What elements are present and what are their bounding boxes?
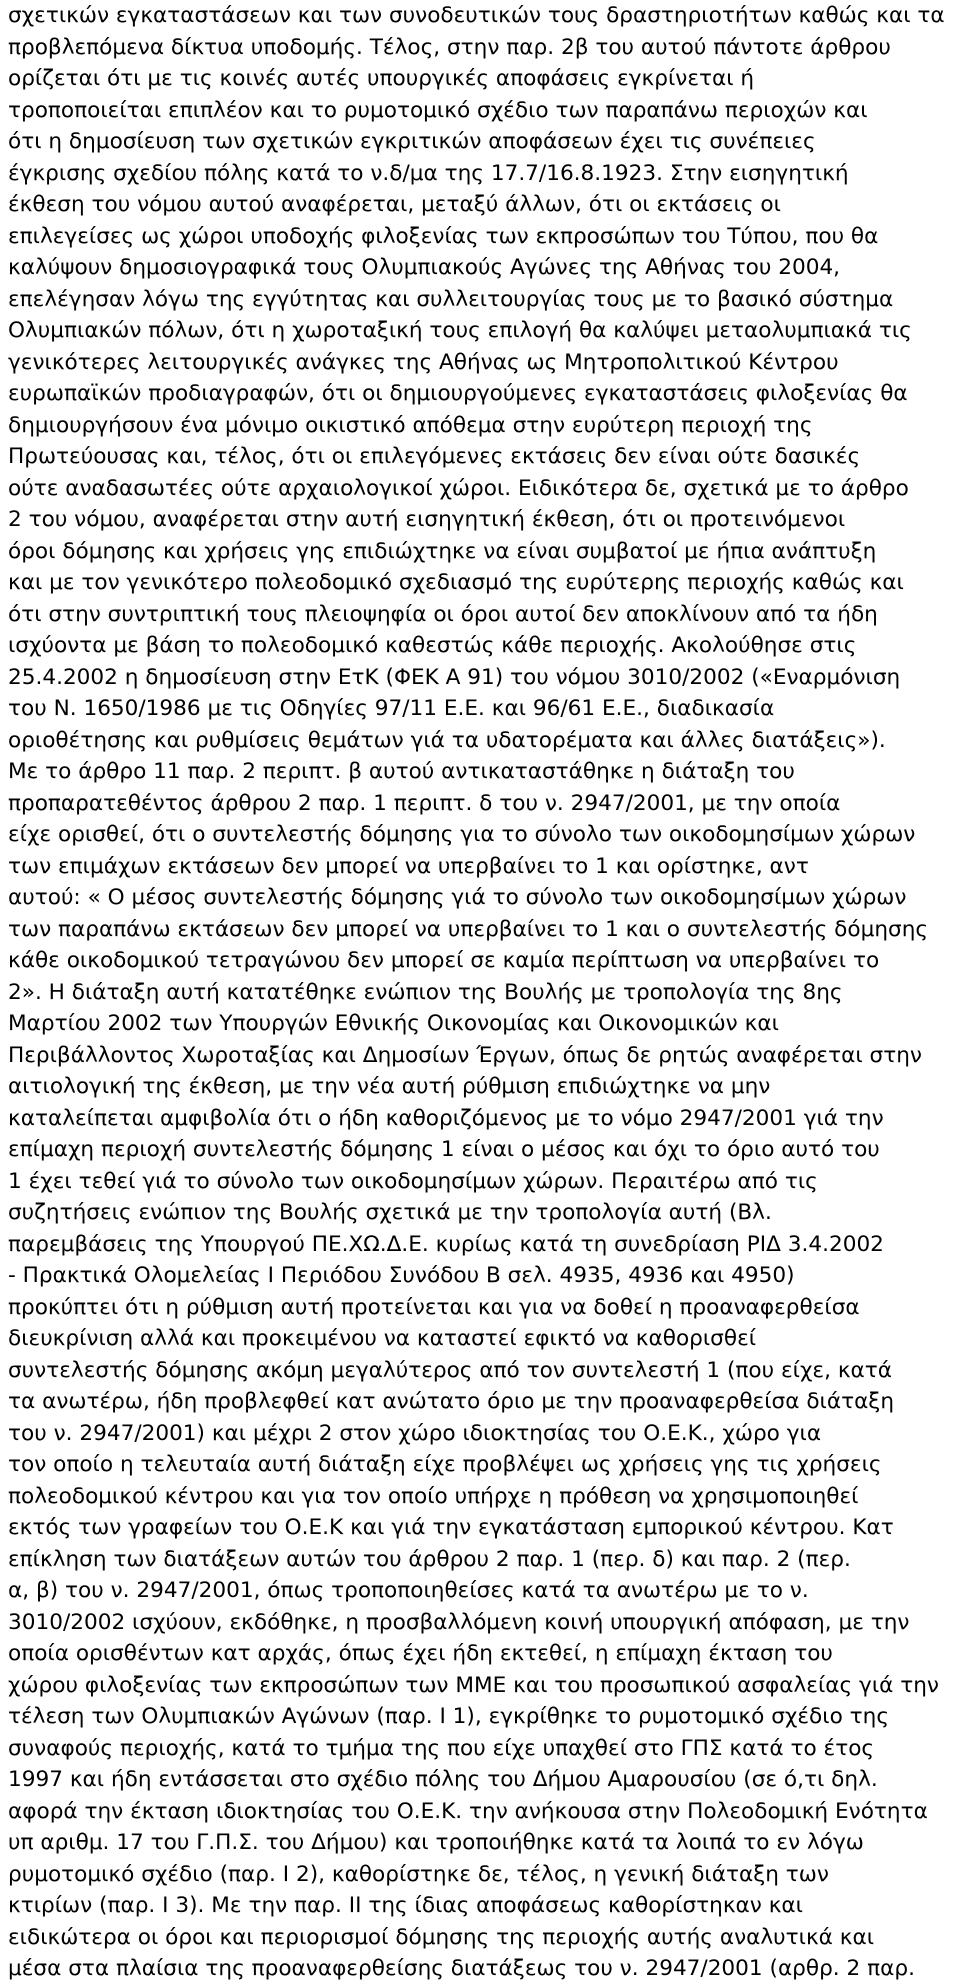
text-line: ισχύοντα με βάση το πολεοδομικό καθεστώς κάθε περιοχής. Ακολούθησε στις	[8, 633, 857, 658]
text-line: πολεοδομικού κέντρου και για τον οποίο υπήρχε η πρόθεση να χρησιμοποιηθεί	[8, 1483, 859, 1509]
text-line: ορίζεται ότι με τις κοινές αυτές υπουργικές αποφάσεις εγκρίνεται ή	[8, 66, 755, 91]
text-line: έγκρισης σχεδίου πόλης κατά το ν.δ/μα της 17.7/16.8.1923. Στην εισηγητική	[8, 160, 849, 186]
text-line: τα ανωτέρω, ήδη προβλεφθεί κατ ανώτατο όριο με την προαναφερθείσα διάταξη	[8, 1389, 895, 1414]
text-line: του ν. 2947/2001) και μέχρι 2 στον χώρο ιδιοκτησίας του Ο.Ε.Κ., χώρο για	[8, 1420, 822, 1446]
text-line: επίμαχη περιοχή συντελεστής δόμησης 1 είναι ο μέσος και όχι το όριο αυτό του	[8, 1137, 880, 1162]
text-line: Ολυμπιακών πόλων, ότι η χωροταξική τους επιλογή θα καλύψει μεταολυμπιακά τις	[8, 318, 912, 343]
text-line: ειδικώτερα οι όροι και περιορισμοί δόμησης της περιοχής αυτής αναλυτικά και	[8, 1924, 875, 1950]
text-line: ότι στην συντριπτική τους πλειοψηφία οι όροι αυτοί δεν αποκλίνουν από τα ήδη	[8, 601, 878, 627]
text-line: ρυμοτομικό σχέδιο (παρ. Ι 2), καθορίστηκε δε, τέλος, η γενική διάταξη των	[8, 1861, 829, 1887]
text-line: όροι δόμησης και χρήσεις γης επιδιώχτηκε να είναι συμβατοί με ήπια ανάπτυξη	[8, 538, 877, 564]
text-line: Με το άρθρο 11 παρ. 2 περιπτ. β αυτού αντικαταστάθηκε η διάταξη του	[8, 759, 795, 784]
text-line: επιλεγείσες ως χώροι υποδοχής φιλοξενίας των εκπροσώπων του Τύπου, που θα	[8, 223, 879, 249]
text-line: συναφούς περιοχής, κατά το τμήμα της που είχε υπαχθεί στο ΓΠΣ κατά το έτος	[8, 1735, 875, 1761]
text-line: κάθε οικοδομικού τετραγώνου δεν μπορεί σε καμία περίπτωση να υπερβαίνει το	[8, 948, 880, 973]
text-line: προπαρατεθέντος άρθρου 2 παρ. 1 περιπτ. δ του ν. 2947/2001, με την οποία	[8, 790, 841, 816]
text-line: υπ αριθμ. 17 του Γ.Π.Σ. του Δήμου) και τροποιήθηκε κατά τα λοιπά το εν λόγω	[8, 1830, 864, 1855]
text-line: τον οποίο η τελευταία αυτή διάταξη είχε προβλέψει ως χρήσεις γης τις χρήσεις	[8, 1452, 882, 1477]
text-line: 25.4.2002 η δημοσίευση στην ΕτΚ (ΦΕΚ Α 91) του νόμου 3010/2002 («Εναρμόνιση	[8, 664, 901, 690]
text-line: συζητήσεις ενώπιον της Βουλής σχετικά με την τροπολογία αυτή (Βλ.	[8, 1200, 772, 1225]
text-line: των παραπάνω εκτάσεων δεν μπορεί να υπερβαίνει το 1 και ο συντελεστής δόμησης	[8, 916, 929, 942]
text-line: του Ν. 1650/1986 με τις Οδηγίες 97/11 Ε.Ε. και 96/61 Ε.Ε., διαδικασία	[8, 696, 775, 721]
text-line: Περιβάλλοντος Χωροταξίας και Δημοσίων Έργων, όπως δε ρητώς αναφέρεται στην	[8, 1042, 922, 1068]
text-line: γενικότερες λειτουργικές ανάγκες της Αθήνας ως Μητροπολιτικού Κέντρου	[8, 349, 839, 375]
text-line: προκύπτει ότι η ρύθμιση αυτή προτείνεται και για να δοθεί η προαναφερθείσα	[8, 1294, 860, 1320]
text-line: και με τον γενικότερο πολεοδομικό σχεδιασμό της ευρύτερης περιοχής καθώς και	[8, 570, 904, 595]
text-line: είχε ορισθεί, ότι ο συντελεστής δόμησης για το σύνολο των οικοδομησίμων χώρων	[8, 822, 916, 847]
text-line: συντελεστής δόμησης ακόμη μεγαλύτερος από τον συντελεστή 1 (που είχε, κατά	[8, 1357, 893, 1383]
text-line: 2 του νόμου, αναφέρεται στην αυτή εισηγητική έκθεση, ότι οι προτεινόμενοι	[8, 507, 846, 532]
text-line: δημιουργήσουν ένα μόνιμο οικιστικό απόθεμα στην ευρύτερη περιοχή της	[8, 412, 813, 438]
text-line: αφορά την έκταση ιδιοκτησίας του Ο.Ε.Κ. την ανήκουσα στην Πολεοδομική Ενότητα	[8, 1798, 928, 1824]
text-line: οποία ορισθέντων κατ αρχάς, όπως έχει ήδη εκτεθεί, η επίμαχη έκταση του	[8, 1641, 833, 1666]
text-line: - Πρακτικά Ολομελείας Ι Περιόδου Συνόδου Β σελ. 4935, 4936 και 4950)	[8, 1263, 795, 1288]
text-line: 1 έχει τεθεί γιά το σύνολο των οικοδομησίμων χώρων. Περαιτέρω από τις	[8, 1168, 818, 1194]
text-line: 2». Η διάταξη αυτή κατατέθηκε ενώπιον της Βουλής με τροπολογία της 8ης	[8, 979, 843, 1005]
text-line: εκτός των γραφείων του Ο.Ε.Κ και γιά την εγκατάσταση εμπορικού κέντρου. Κατ	[8, 1515, 894, 1540]
text-line: οριοθέτησης και ρυθμίσεις θεμάτων γιά τα υδατορέματα και άλλες διατάξεις»).	[8, 727, 886, 753]
text-line: κτιρίων (παρ. Ι 3). Με την παρ. ΙΙ της ίδιας αποφάσεως καθορίστηκαν και	[8, 1893, 803, 1918]
text-line: των επιμάχων εκτάσεων δεν μπορεί να υπερβαίνει το 1 και ορίστηκε, αντ	[8, 853, 809, 879]
text-line: έκθεση του νόμου αυτού αναφέρεται, μεταξύ άλλων, ότι οι εκτάσεις οι	[8, 192, 781, 217]
text-line: επίκληση των διατάξεων αυτών του άρθρου 2 παρ. 1 (περ. δ) και παρ. 2 (περ.	[8, 1546, 851, 1572]
text-line: καταλείπεται αμφιβολία ότι ο ήδη καθοριζόμενος με το νόμο 2947/2001 γιά την	[8, 1105, 884, 1131]
text-line: καλύψουν δημοσιογραφικά τους Ολυμπιακούς Αγώνες της Αθήνας του 2004,	[8, 255, 841, 280]
text-line: ούτε αναδασωτέες ούτε αρχαιολογικοί χώροι. Ειδικότερα δε, σχετικά με το άρθρο	[8, 475, 909, 501]
text-line: ότι η δημοσίευση των σχετικών εγκριτικών αποφάσεων έχει τις συνέπειες	[8, 129, 816, 154]
text-line: χώρου φιλοξενίας των εκπροσώπων των ΜΜΕ και του προσωπικού ασφαλείας γιά την	[8, 1672, 939, 1698]
text-line: Πρωτεύουσας και, τέλος, ότι οι επιλεγόμενες εκτάσεις δεν είναι ούτε δασικές	[8, 444, 861, 469]
text-line: παρεμβάσεις της Υπουργού ΠΕ.ΧΩ.Δ.Ε. κυρίως κατά τη συνεδρίαση ΡΙΔ 3.4.2002	[8, 1231, 884, 1257]
text-line: τέλεση των Ολυμπιακών Αγώνων (παρ. Ι 1), εγκρίθηκε το ρυμοτομικό σχέδιο της	[8, 1704, 889, 1729]
text-line: τροποποιείται επιπλέον και το ρυμοτομικό σχέδιο των παραπάνω περιοχών και	[8, 97, 868, 123]
text-line: Μαρτίου 2002 των Υπουργών Εθνικής Οικονομίας και Οικονομικών και	[8, 1011, 779, 1036]
text-line: διευκρίνιση αλλά και προκειμένου να καταστεί εφικτό να καθορισθεί	[8, 1326, 757, 1351]
text-line: μέσα στα πλαίσια της προαναφερθείσης διατάξεως του ν. 2947/2001 (αρθρ. 2 παρ.	[8, 1956, 915, 1981]
text-line: σχετικών εγκαταστάσεων και των συνοδευτικών τους δραστηριοτήτων καθώς και τα	[8, 3, 945, 28]
text-line: προβλεπόμενα δίκτυα υποδομής. Τέλος, στην παρ. 2β του αυτού πάντοτε άρθρου	[8, 34, 891, 60]
text-line: επελέγησαν λόγω της εγγύτητας και συλλειτουργίας τους με το βασικό σύστημα	[8, 286, 894, 312]
text-line: 3010/2002 ισχύουν, εκδόθηκε, η προσβαλλόμενη κοινή υπουργική απόφαση, με την	[8, 1609, 910, 1635]
text-line: ευρωπαϊκών προδιαγραφών, ότι οι δημιουργούμενες εγκαταστάσεις φιλοξενίας θα	[8, 381, 908, 406]
text-line: αιτιολογική της έκθεση, με την νέα αυτή ρύθμιση επιδιώχτηκε να μην	[8, 1074, 771, 1099]
text-line: 1997 και ήδη εντάσσεται στο σχέδιο πόλης του Δήμου Αμαρουσίου (σε ό,τι δηλ.	[8, 1767, 878, 1792]
text-line: α, β) του ν. 2947/2001, όπως τροποποιηθείσες κατά τα ανωτέρω με το ν.	[8, 1578, 809, 1603]
text-line: αυτού: « Ο μέσος συντελεστής δόμησης γιά το σύνολο των οικοδομησίμων χώρων	[8, 885, 907, 910]
